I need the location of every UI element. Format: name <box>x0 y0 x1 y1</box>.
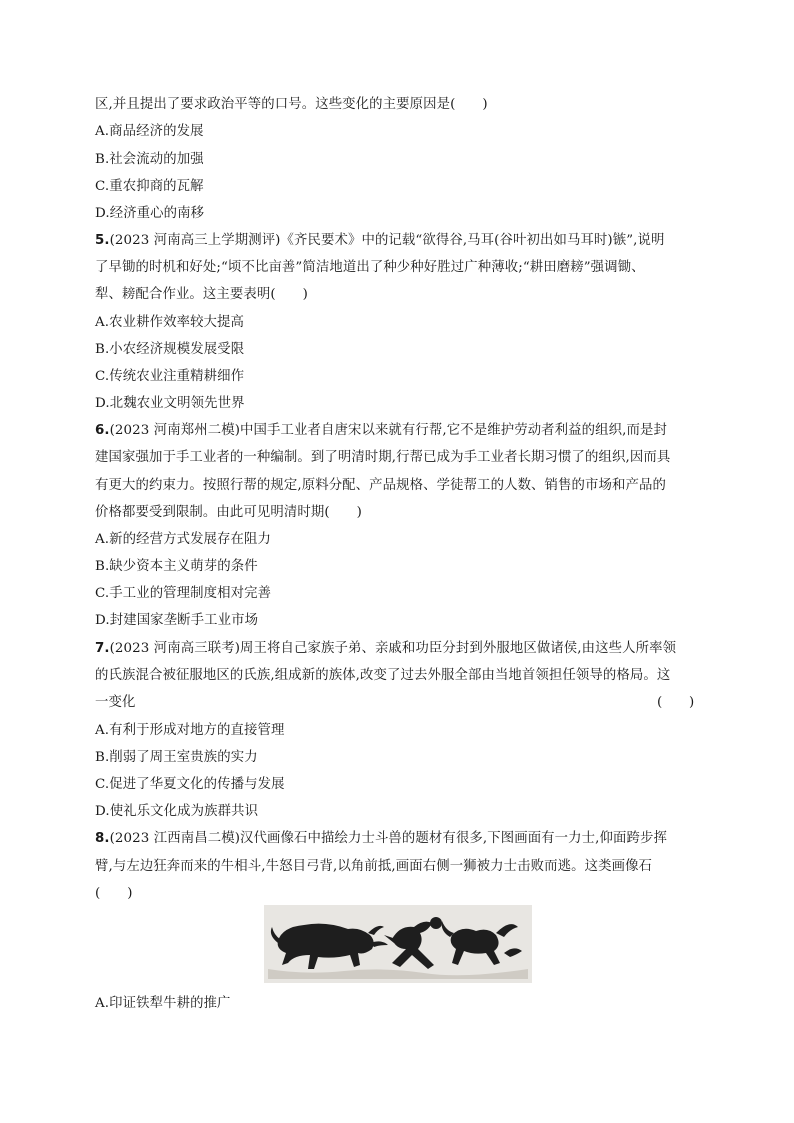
q8-stem-line-2: 臂,与左边狂奔而来的牛相斗,牛怒目弓背,以角前抵,画面右侧一狮被力士击败而逃。这类画像石 <box>95 859 653 874</box>
q4-option-d: D.经济重心的南移 <box>95 206 205 221</box>
q6-option-d: D.封建国家垄断手工业市场 <box>95 613 259 628</box>
q7-number: 7. <box>95 641 110 656</box>
q5-stem-line-3: 犁、耪配合作业。这主要表明( ) <box>95 287 309 302</box>
q5-number: 5. <box>95 233 110 248</box>
q5-option-c: C.传统农业注重精耕细作 <box>95 369 245 384</box>
q5-stem-line-2: 了早锄的时机和好处;“顷不比亩善”简洁地道出了种少种好胜过广种薄收;“耕田磨耪”强调锄、 <box>95 260 645 275</box>
q5-option-d: D.北魏农业文明领先世界 <box>95 396 245 411</box>
q4-option-a: A.商品经济的发展 <box>95 124 204 139</box>
q7-option-c: C.促进了华夏文化的传播与发展 <box>95 777 285 792</box>
q8-text-1: (2023 江西南昌二模)汉代画像石中描绘力士斗兽的题材有很多,下图画面有一力士,仰面跨步挥 <box>109 831 667 846</box>
q6-stem-line-4: 价格都要受到限制。由此可见明清时期( ) <box>95 505 362 520</box>
q6-option-c: C.手工业的管理制度相对完善 <box>95 586 272 601</box>
q5-option-a: A.农业耕作效率较大提高 <box>95 315 245 330</box>
q8-stem-line-1 <box>95 830 705 848</box>
q7-answer-blank: ( ) <box>657 695 695 710</box>
q6-stem-line-2: 建国家强加于手工业者的一种编制。到了明清时期,行帮已成为手工业者长期习惯了的组织,因而具 <box>95 450 671 465</box>
q7-stem-line-1 <box>95 640 705 658</box>
q7-option-b: B.削弱了周王室贵族的实力 <box>95 750 258 765</box>
q7-option-d: D.使礼乐文化成为族群共识 <box>95 804 259 819</box>
q7-stem-line-2: 的氏族混合被征服地区的氏族,组成新的族体,改变了过去外服全部由当地首领担任领导的格局。这 <box>95 668 671 683</box>
q7-text-1: (2023 河南高三联考)周王将自己家族子弟、亲戚和功臣分封到外服地区做诸侯,由这些人所率领 <box>109 641 677 656</box>
q6-number: 6. <box>95 423 110 438</box>
q5-option-b: B.小农经济规模发展受限 <box>95 342 245 357</box>
han-stone-relief-image <box>264 905 532 983</box>
q7-stem-line-3: 一变化 <box>95 695 136 710</box>
q7-option-a: A.有利于形成对地方的直接管理 <box>95 723 285 738</box>
q4-option-b: B.社会流动的加强 <box>95 152 204 167</box>
q6-stem-line-1 <box>95 422 705 440</box>
q4-stem-tail: 区,并且提出了要求政治平等的口号。这些变化的主要原因是( ) <box>95 97 488 112</box>
q6-option-b: B.缺少资本主义萌芽的条件 <box>95 559 258 574</box>
q8-option-a: A.印证铁犁牛耕的推广 <box>95 996 231 1011</box>
q5-text-1: (2023 河南高三上学期测评)《齐民要术》中的记载“欲得谷,马耳(谷叶初出如马耳时)镞”,说明 <box>109 233 665 248</box>
q5-stem-line-1 <box>95 232 705 250</box>
q6-stem-line-3: 有更大的约束力。按照行帮的规定,原料分配、产品规格、学徒帮工的人数、销售的市场和产品的 <box>95 478 666 493</box>
q6-option-a: A.新的经营方式发展存在阻力 <box>95 532 272 547</box>
q4-option-c: C.重农抑商的瓦解 <box>95 179 204 194</box>
q8-number: 8. <box>95 831 110 846</box>
q6-text-1: (2023 河南郑州二模)中国手工业者自唐宋以来就有行帮,它不是维护劳动者利益的组织,而是封 <box>109 423 667 438</box>
q8-stem-line-3: ( ) <box>95 886 133 901</box>
